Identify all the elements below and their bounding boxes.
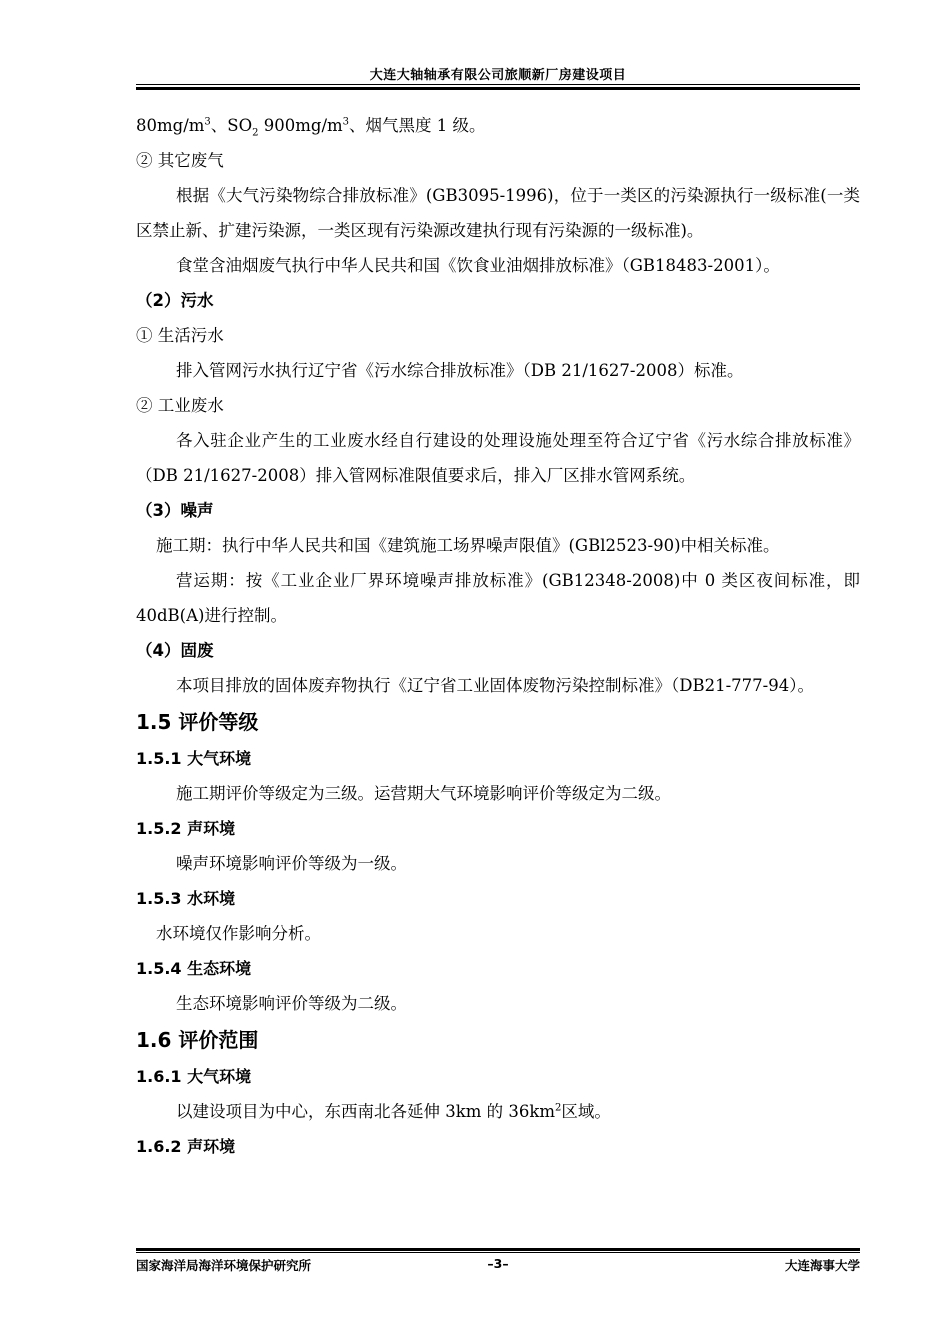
header-rule-thick bbox=[136, 87, 860, 90]
footer-rule-thin bbox=[136, 1252, 860, 1253]
footer-left: 国家海洋局海洋环境保护研究所 bbox=[136, 1258, 312, 1273]
footer-rule-thick bbox=[136, 1248, 860, 1251]
section-1-6-1-heading: 1.6.1 大气环境 bbox=[136, 1067, 252, 1086]
text: 900mg/m bbox=[258, 116, 343, 135]
emission-limits-line bbox=[136, 108, 860, 143]
section-1-5-heading: 1.5 评价等级 bbox=[136, 710, 259, 734]
wastewater-heading: （2）污水 bbox=[136, 291, 214, 310]
text: 区域。 bbox=[561, 1102, 611, 1121]
section-1-5-4-heading: 1.5.4 生态环境 bbox=[136, 959, 252, 978]
superscript: 2 bbox=[555, 1102, 562, 1114]
section-1-5-2-paragraph: 噪声环境影响评价等级为一级。 bbox=[176, 854, 407, 873]
industrial-title: ② 工业废水 bbox=[136, 396, 224, 415]
industrial-paragraph: 各入驻企业产生的工业废水经自行建设的处理设施处理至符合辽宁省《污水综合排放标准》（DB 21/1627-2008）排入管网标准限值要求后，排入厂区排水管网系统。 bbox=[136, 431, 860, 485]
section-1-6-1-paragraph bbox=[136, 1094, 860, 1129]
superscript: 3 bbox=[342, 116, 350, 128]
section-1-5-1-heading: 1.5.1 大气环境 bbox=[136, 749, 252, 768]
section-1-5-3-paragraph: 水环境仅作影响分析。 bbox=[156, 924, 321, 943]
section-1-6-2-heading: 1.6.2 声环境 bbox=[136, 1137, 236, 1156]
page-number: –3– bbox=[487, 1256, 509, 1271]
text: 80mg/m bbox=[136, 116, 205, 135]
superscript: 3 bbox=[204, 116, 211, 128]
solid-waste-heading: （4）固废 bbox=[136, 641, 214, 660]
section-1-6-heading: 1.6 评价范围 bbox=[136, 1028, 259, 1052]
text: 以建设项目为中心，东西南北各延伸 3km 的 36km bbox=[176, 1102, 556, 1121]
canteen-paragraph: 食堂含油烟废气执行中华人民共和国《饮食业油烟排放标准》（GB18483-2001）。 bbox=[176, 256, 780, 275]
section-1-5-1-paragraph: 施工期评价等级定为三级。运营期大气环境影响评价等级定为二级。 bbox=[176, 784, 671, 803]
subscript: 2 bbox=[252, 127, 259, 139]
text: 、SO bbox=[210, 116, 253, 135]
air-standard-paragraph: 根据《大气污染物综合排放标准》(GB3095-1996)，位于一类区的污染源执行一级标准(一类区禁止新、扩建污染源，一类区现有污染源改建执行现有污染源的一级标准)。 bbox=[136, 186, 860, 240]
construction-paragraph: 施工期：执行中华人民共和国《建筑施工场界噪声限值》(GBl2523-90)中相关标准。 bbox=[156, 536, 780, 555]
noise-heading: （3）噪声 bbox=[136, 501, 214, 520]
text: 、烟气黑度 1 级。 bbox=[349, 116, 486, 135]
domestic-title: ① 生活污水 bbox=[136, 326, 224, 345]
header-rule-thin bbox=[136, 84, 860, 85]
other-gas-title: ② 其它废气 bbox=[136, 151, 224, 170]
section-1-5-2-heading: 1.5.2 声环境 bbox=[136, 819, 236, 838]
header-title: 大连大轴轴承有限公司旅顺新厂房建设项目 bbox=[369, 68, 627, 83]
operation-paragraph: 营运期：按《工业企业厂界环境噪声排放标准》(GB12348-2008)中 0 类区夜间标准，即 40dB(A)进行控制。 bbox=[136, 571, 860, 625]
section-1-5-4-paragraph: 生态环境影响评价等级为二级。 bbox=[176, 994, 407, 1013]
section-1-5-3-heading: 1.5.3 水环境 bbox=[136, 889, 236, 908]
page-body bbox=[136, 108, 860, 1164]
domestic-paragraph: 排入管网污水执行辽宁省《污水综合排放标准》（DB 21/1627-2008）标准。 bbox=[176, 361, 744, 380]
footer-right: 大连海事大学 bbox=[784, 1258, 860, 1273]
solid-waste-paragraph: 本项目排放的固体废弃物执行《辽宁省工业固体废物污染控制标准》（DB21-777-94）。 bbox=[176, 676, 814, 695]
